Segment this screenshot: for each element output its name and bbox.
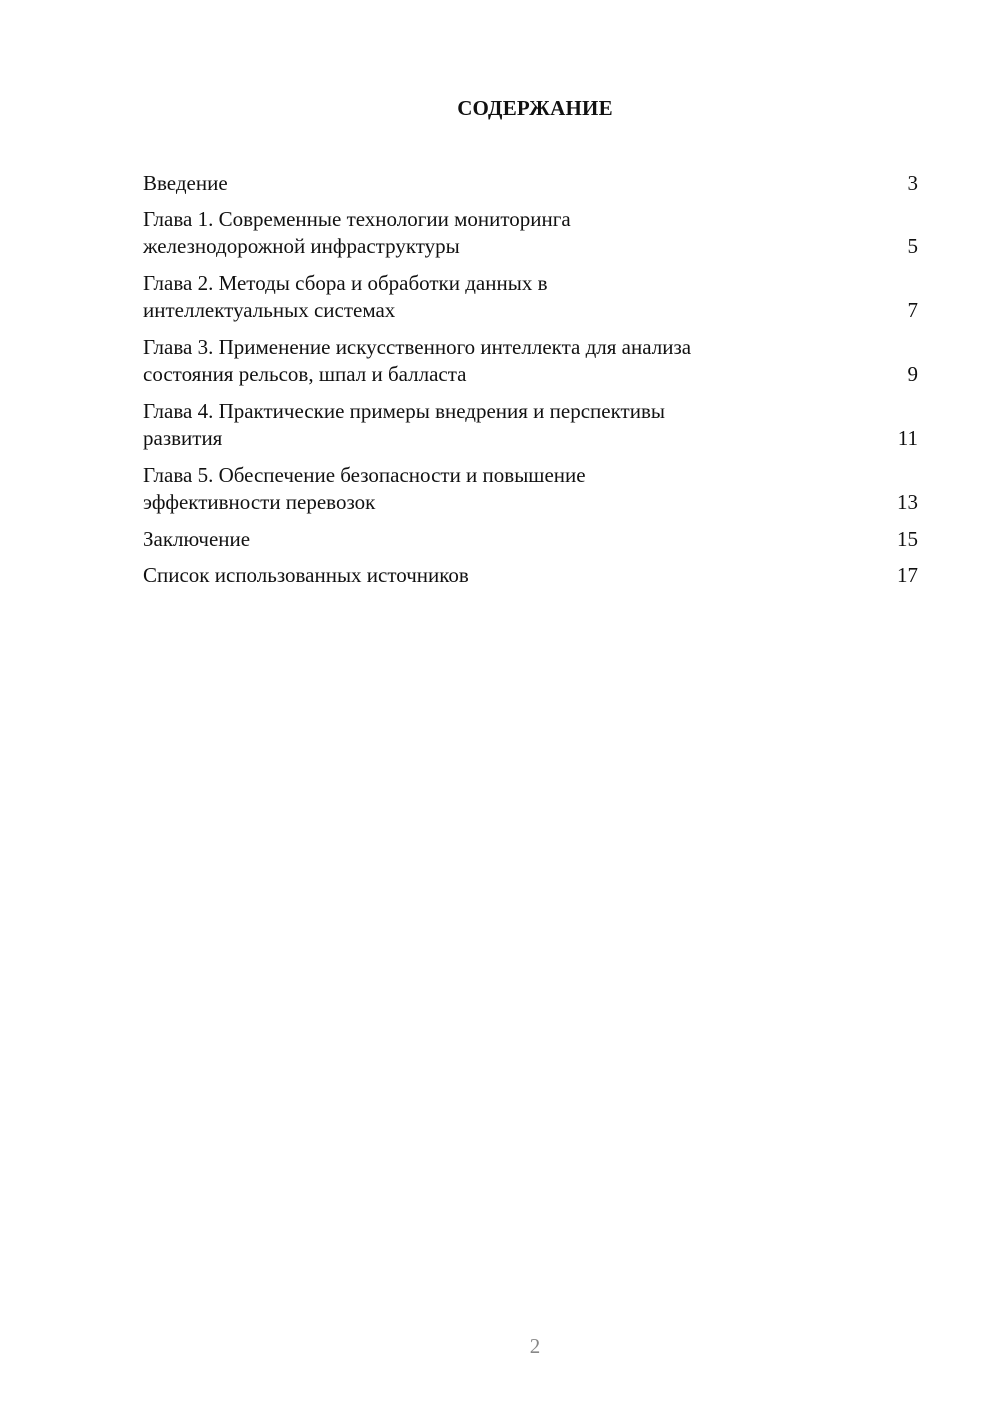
toc-entry-line: эффективности перевозок (143, 490, 376, 514)
toc-entry-line: Глава 1. Современные технологии мониторинга (143, 207, 571, 231)
toc-entry-page: 13 (897, 490, 918, 514)
page-title: СОДЕРЖАНИЕ (457, 96, 613, 120)
toc-entry-references (143, 562, 918, 589)
toc-entry-line: Глава 4. Практические примеры внедрения и перспективы (143, 399, 665, 423)
toc-entry-label (143, 462, 803, 516)
toc-entry-label (143, 270, 803, 324)
toc-entry-line: состояния рельсов, шпал и балласта (143, 362, 467, 386)
toc-entry-page: 11 (897, 426, 918, 450)
toc-entry-label (143, 170, 803, 197)
table-of-contents (143, 170, 918, 598)
toc-entry-label (143, 334, 803, 388)
toc-entry-page: 3 (907, 171, 918, 195)
toc-entry-label (143, 526, 803, 553)
toc-entry-line: развития (143, 426, 223, 450)
toc-entry-conclusion (143, 526, 918, 553)
toc-entry-chapter-5 (143, 462, 918, 516)
toc-entry-introduction (143, 170, 918, 197)
toc-entry-chapter-1 (143, 206, 918, 260)
toc-entry-page: 9 (907, 362, 918, 386)
toc-entry-line: Глава 5. Обеспечение безопасности и повышение (143, 463, 586, 487)
toc-entry-label (143, 562, 803, 589)
toc-entry-line: Список использованных источников (143, 563, 469, 587)
toc-entry-line: Заключение (143, 527, 251, 551)
toc-entry-chapter-2 (143, 270, 918, 324)
toc-entry-page: 7 (907, 298, 918, 322)
toc-entry-line: железнодорожной инфраструктуры (143, 234, 460, 258)
toc-entry-line: Введение (143, 171, 228, 195)
toc-entry-line: интеллектуальных системах (143, 298, 396, 322)
toc-entry-page: 5 (907, 234, 918, 258)
page-number: 2 (529, 1334, 541, 1358)
toc-entry-label (143, 398, 803, 452)
toc-entry-chapter-3 (143, 334, 918, 388)
toc-entry-line: Глава 2. Методы сбора и обработки данных в (143, 271, 548, 295)
toc-entry-page: 15 (897, 527, 918, 551)
toc-entry-page: 17 (897, 563, 918, 587)
toc-entry-chapter-4 (143, 398, 918, 452)
toc-entry-line: Глава 3. Применение искусственного интеллекта для анализа (143, 335, 692, 359)
toc-entry-label (143, 206, 803, 260)
